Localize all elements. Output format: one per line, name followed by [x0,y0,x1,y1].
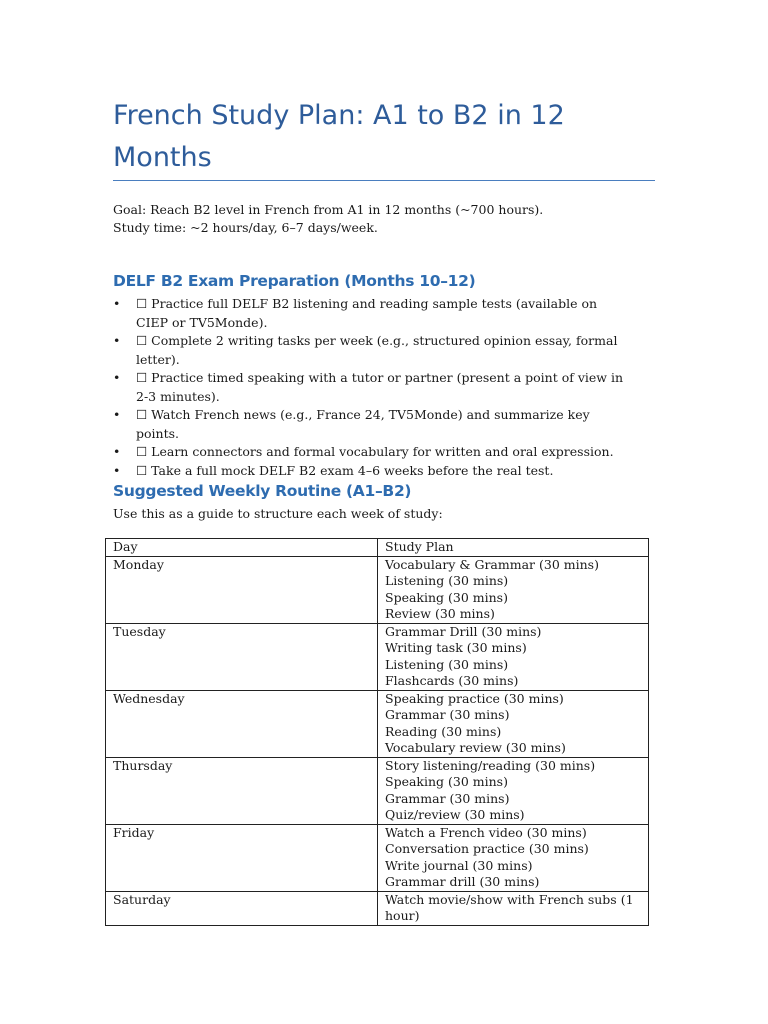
day-cell: Saturday [106,891,378,925]
list-item [113,295,633,332]
list-item [113,406,633,443]
checklist-item-text: ☐ Learn connectors and formal vocabulary for written and oral expression. [136,444,614,459]
table-header-row [106,539,649,557]
list-item [113,332,633,369]
page-title: French Study Plan: A1 to B2 in 12 Months [113,100,565,173]
bullet-icon: • [113,462,121,478]
plan-cell [378,623,649,690]
plan-activity: Listening (30 mins) [385,656,509,672]
plan-activity: Flashcards (30 mins) [385,673,519,688]
table-row [106,891,649,925]
plan-cell [378,891,649,925]
list-item [113,369,633,406]
plan-activity: Speaking (30 mins) [385,589,508,605]
table-row [106,556,649,623]
list-item [113,443,633,462]
plan-activity: Grammar (30 mins) [385,707,510,722]
plan-activity: Story listening/reading (30 mins) [385,757,596,773]
plan-activity: Vocabulary review (30 mins) [385,740,566,755]
delf-checklist [113,295,633,480]
day-cell: Friday [106,824,378,891]
header-day: Day [106,539,378,557]
study-time-text: Study time: ~2 hours/day, 6–7 days/week. [113,220,378,235]
plan-activity: Speaking practice (30 mins) [385,690,564,706]
day-cell: Wednesday [106,690,378,757]
bullet-icon: • [113,444,121,459]
plan-activity: Listening (30 mins) [385,573,509,588]
checklist-item-text: ☐ Practice timed speaking with a tutor or partner (present a point of view in 2-3 minutes). [136,370,623,404]
goal-text: Goal: Reach B2 level in French from A1 in 12 months (~700 hours). [113,202,544,217]
intro-paragraph [113,201,658,237]
list-item [113,462,633,481]
bullet-icon: • [113,407,121,422]
plan-activity: Quiz/review (30 mins) [385,807,525,822]
plan-activity: Vocabulary & Grammar (30 mins) [385,556,599,572]
table-row [106,623,649,690]
plan-activity: Writing task (30 mins) [385,640,527,655]
header-study-plan: Study Plan [378,539,649,557]
plan-activity: Write journal (30 mins) [385,857,533,873]
table-row [106,824,649,891]
table-row [106,690,649,757]
plan-cell [378,690,649,757]
plan-activity: Grammar drill (30 mins) [385,874,540,889]
title-underline [113,180,655,181]
bullet-icon: • [113,370,121,385]
weekly-routine-table [105,538,649,926]
bullet-icon: • [113,333,121,348]
plan-activity: Conversation practice (30 mins) [385,841,589,856]
plan-cell [378,556,649,623]
day-cell: Thursday [106,757,378,824]
checklist-item-text: ☐ Take a full mock DELF B2 exam 4–6 weeks before the real test. [136,462,554,478]
plan-activity: Grammar Drill (30 mins) [385,623,542,639]
plan-activity: Grammar (30 mins) [385,790,510,806]
weekly-routine-heading: Suggested Weekly Routine (A1–B2) [113,482,412,500]
day-cell: Tuesday [106,623,378,690]
plan-cell [378,824,649,891]
plan-activity: Reading (30 mins) [385,723,502,739]
plan-cell [378,757,649,824]
bullet-icon: • [113,296,121,311]
plan-activity: Watch movie/show with French subs (1 hour) [385,891,634,923]
plan-activity: Watch a French video (30 mins) [385,824,587,840]
delf-heading: DELF B2 Exam Preparation (Months 10–12) [113,272,476,290]
weekly-guide-text: Use this as a guide to structure each week of study: [113,506,443,521]
checklist-item-text: ☐ Complete 2 writing tasks per week (e.g., structured opinion essay, formal letter). [136,333,618,367]
day-cell: Monday [106,556,378,623]
plan-activity: Speaking (30 mins) [385,774,508,789]
checklist-item-text: ☐ Practice full DELF B2 listening and reading sample tests (available on CIEP or TV5Monde). [136,296,598,330]
table-row [106,757,649,824]
checklist-item-text: ☐ Watch French news (e.g., France 24, TV5Monde) and summarize key points. [136,407,590,441]
plan-activity: Review (30 mins) [385,606,495,621]
